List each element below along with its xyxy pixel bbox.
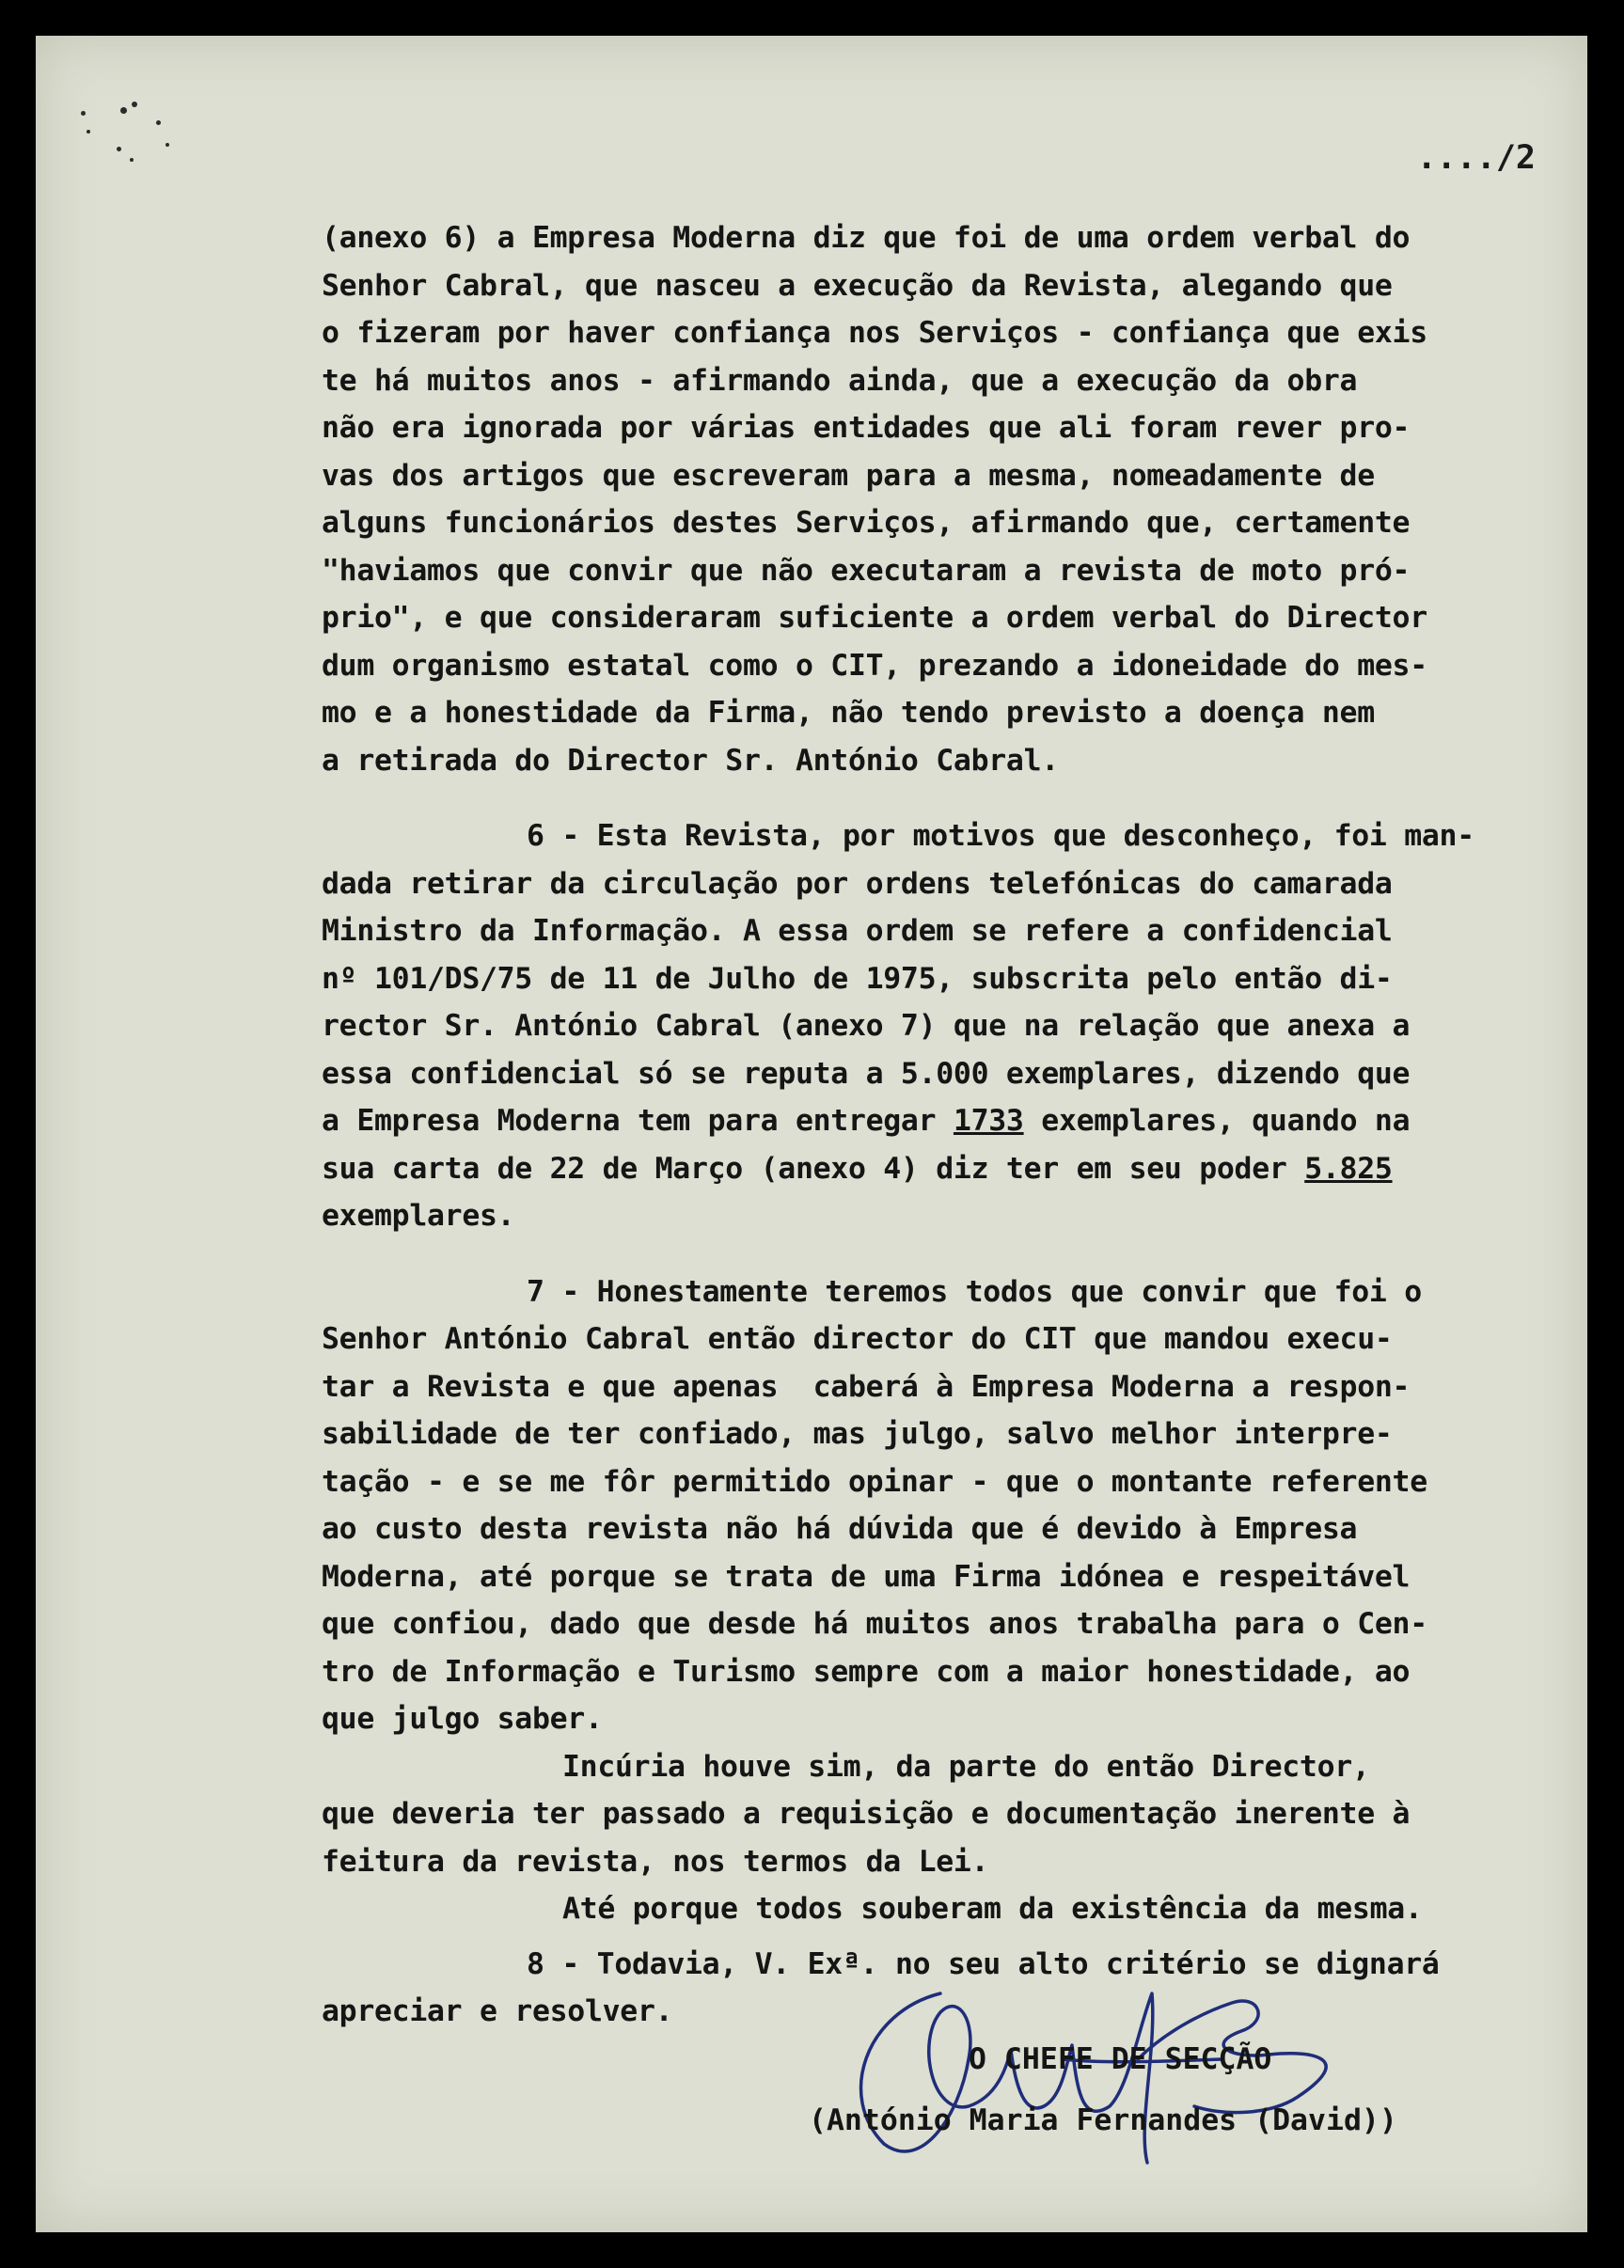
letter-body (322, 214, 1544, 2036)
text-line: tar a Revista e que apenas caberá à Empresa Moderna a respon- (322, 1369, 1411, 1404)
text-line: (anexo 6) a Empresa Moderna diz que foi de uma ordem verbal do (322, 221, 1411, 255)
text-line: vas dos artigos que escreveram para a mesma, nomeadamente de (322, 458, 1375, 493)
text-line: Senhor Cabral, que nasceu a execução da Revista, alegando que (322, 268, 1393, 303)
text-line: 6 - Esta Revista, por motivos que desconheço, foi man- (527, 819, 1474, 853)
underlined-quantity-1733: 1733 (953, 1104, 1024, 1138)
paragraph-7 (322, 1268, 1544, 1743)
punch-holes (73, 92, 224, 205)
text-line: que deveria ter passado a requisição e documentação inerente à (322, 1797, 1411, 1831)
text-line: que confiou, dado que desde há muitos anos trabalha para o Cen- (322, 1607, 1427, 1641)
text-line: Ministro da Informação. A essa ordem se refere a confidencial (322, 914, 1393, 948)
paragraph-6-line-9: exemplares. (322, 1199, 515, 1233)
text-line: te há muitos anos - afirmando ainda, que a execução da obra (322, 363, 1358, 398)
paragraph-6-line-7: a Empresa Moderna tem para entregar 1733 exemplares, quando na (322, 1104, 1411, 1138)
text-line: Moderna, até porque se trata de uma Firma idónea e respeitável (322, 1559, 1411, 1594)
text-line: sabilidade de ter confiado, mas julgo, salvo melhor interpre- (322, 1417, 1393, 1451)
text-line: nº 101/DS/75 de 11 de Julho de 1975, subscrita pelo então di- (322, 961, 1393, 996)
signatory-name: (António Maria Fernandes (David)) (809, 2103, 1397, 2137)
paragraph-6-line-8: sua carta de 22 de Março (anexo 4) diz ter em seu poder 5.825 (322, 1151, 1393, 1186)
text-line: dum organismo estatal como o CIT, prezando a idoneidade do mes- (322, 648, 1427, 683)
text-line: Senhor António Cabral então director do CIT que mandou execu- (322, 1322, 1393, 1356)
paragraph-8 (322, 1941, 1544, 2036)
paragraph-annex-6 (322, 214, 1544, 784)
text-line: a retirada do Director Sr. António Cabral. (322, 743, 1059, 778)
text-line: tro de Informação e Turismo sempre com a maior honestidade, ao (322, 1654, 1411, 1689)
text-line: não era ignorada por várias entidades que ali foram rever pro- (322, 411, 1411, 445)
text-line: dada retirar da circulação por ordens telefónicas do camarada (322, 866, 1393, 901)
text-line: 7 - Honestamente teremos todos que convir que foi o (527, 1274, 1422, 1309)
underlined-quantity-5825: 5.825 (1304, 1151, 1393, 1186)
text-line: o fizeram por haver confiança nos Serviços - confiança que exis (322, 316, 1427, 350)
text-line: feitura da revista, nos termos da Lei. (322, 1844, 989, 1879)
text-line: tação - e se me fôr permitido opinar - que o montante referente (322, 1464, 1427, 1499)
paragraph-7-incuria (322, 1743, 1544, 1886)
signature-title: O CHEFE DE SECÇÃO (969, 2042, 1272, 2076)
paragraph-7-conclusion: Até porque todos souberam da existência da mesma. (562, 1892, 1423, 1926)
text-line: rector Sr. António Cabral (anexo 7) que na relação que anexa a (322, 1009, 1411, 1043)
text-line: "haviamos que convir que não executaram a revista de moto pró- (322, 553, 1411, 588)
text-line: alguns funcionários destes Serviços, afirmando que, certamente (322, 506, 1411, 540)
text-line: prio", e que consideraram suficiente a ordem verbal do Director (322, 601, 1427, 635)
text-line: que julgo saber. (322, 1702, 603, 1736)
paragraph-6 (322, 812, 1544, 1097)
text-line: Incúria houve sim, da parte do então Director, (562, 1749, 1370, 1784)
text-line: ao custo desta revista não há dúvida que é devido à Empresa (322, 1512, 1358, 1546)
text-line: 8 - Todavia, V. Exª. no seu alto critério se dignará (527, 1946, 1440, 1981)
text-line: essa confidencial só se reputa a 5.000 exemplares, dizendo que (322, 1056, 1411, 1091)
text-line: apreciar e resolver. (322, 1994, 673, 2028)
page-number: ..../2 (1416, 139, 1536, 177)
text-line: mo e a honestidade da Firma, não tendo previsto a doença nem (322, 696, 1375, 730)
